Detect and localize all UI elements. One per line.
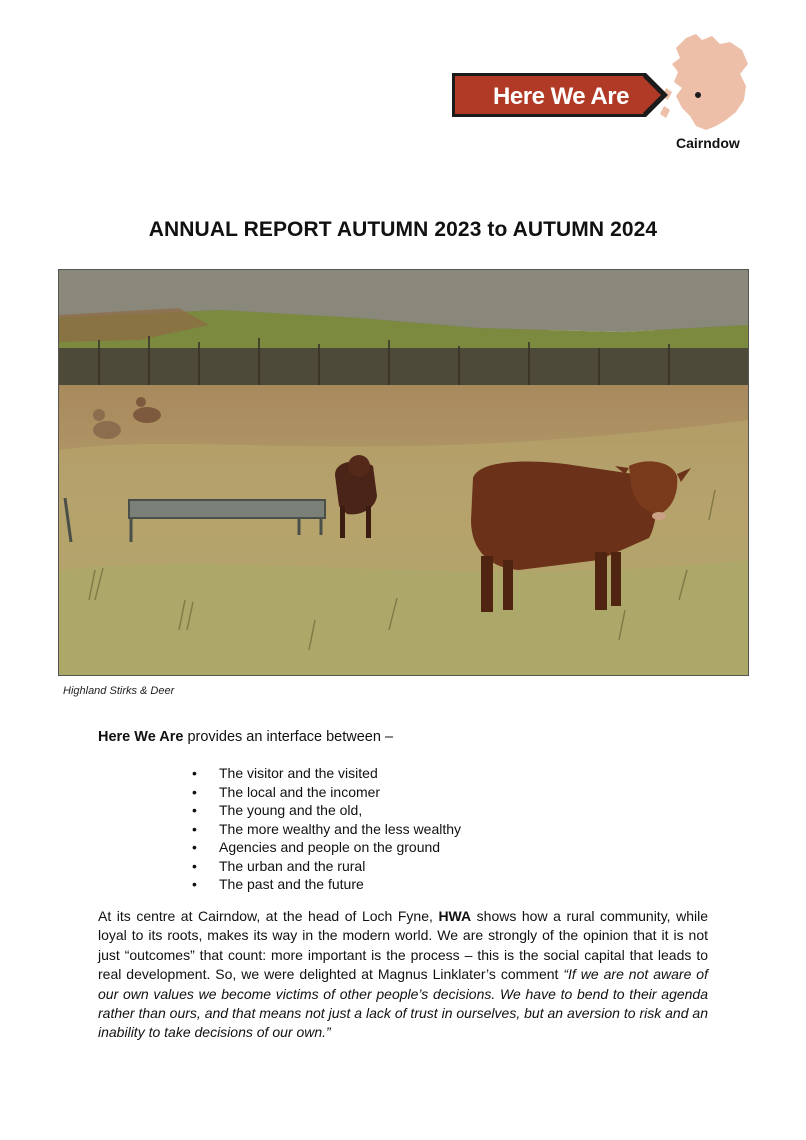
intro-line [98, 729, 393, 745]
interface-list [192, 764, 461, 894]
bullet-icon: • [192, 765, 197, 781]
logo [450, 30, 760, 160]
scotland-map-icon [660, 34, 748, 130]
intro-text: provides an interface between – [183, 729, 394, 745]
list-item: • The young and the old, [192, 802, 363, 818]
bullet-icon: • [192, 802, 197, 818]
body-paragraph: At its centre at Cairndow, at the head of Loch Fyne, HWA shows how a rural community, while loyal to its roots, makes its way in the modern world. We are strongly of the opinion that it is not just “outcomes” that count: more important is the process – this is the social capital that leads to real development. So, we were delighted at Magnus Linklater’s comment “If we are not aware of our own values we become victims of other people’s decisions. We have to bend to their agenda rather than ours, and that means not just a lack of trust in ourselves, but an aversion to risk and an inability to take decisions of our own.” [98, 908, 708, 1041]
list-item: • The visitor and the visited [192, 765, 378, 781]
logo-place-name: Cairndow [676, 135, 740, 151]
list-item: • The more wealthy and the less wealthy [192, 820, 462, 837]
logo-text: Here We Are [493, 83, 629, 110]
page-title: ANNUAL REPORT AUTUMN 2023 to AUTUMN 2024 [148, 218, 658, 241]
bullet-icon: • [192, 857, 197, 874]
bullet-icon: • [192, 783, 197, 800]
photo-illustration [59, 270, 748, 675]
list-item: • Agencies and people on the ground [192, 839, 441, 855]
brand-name: Here We Are [98, 729, 184, 745]
bullet-icon: • [192, 839, 197, 855]
hwa-abbrev: HWA [438, 908, 472, 924]
quote: “If we are not aware of our own values we become victims of other people’s decisions. We have to bend to their agenda rather than ours, and that means not just a lack of trust in ourselves, but an aversion to risk and an inability to take decisions of our own.” [98, 966, 708, 1041]
list-item: • The local and the incomer [192, 783, 381, 800]
photo-caption: Highland Stirks & Deer [63, 685, 175, 697]
list-item: • The past and the future [192, 876, 364, 892]
photo [58, 269, 749, 676]
bullet-icon: • [192, 820, 197, 837]
location-dot-icon [695, 92, 701, 98]
bullet-icon: • [192, 876, 197, 892]
list-item: • The urban and the rural [192, 857, 366, 874]
